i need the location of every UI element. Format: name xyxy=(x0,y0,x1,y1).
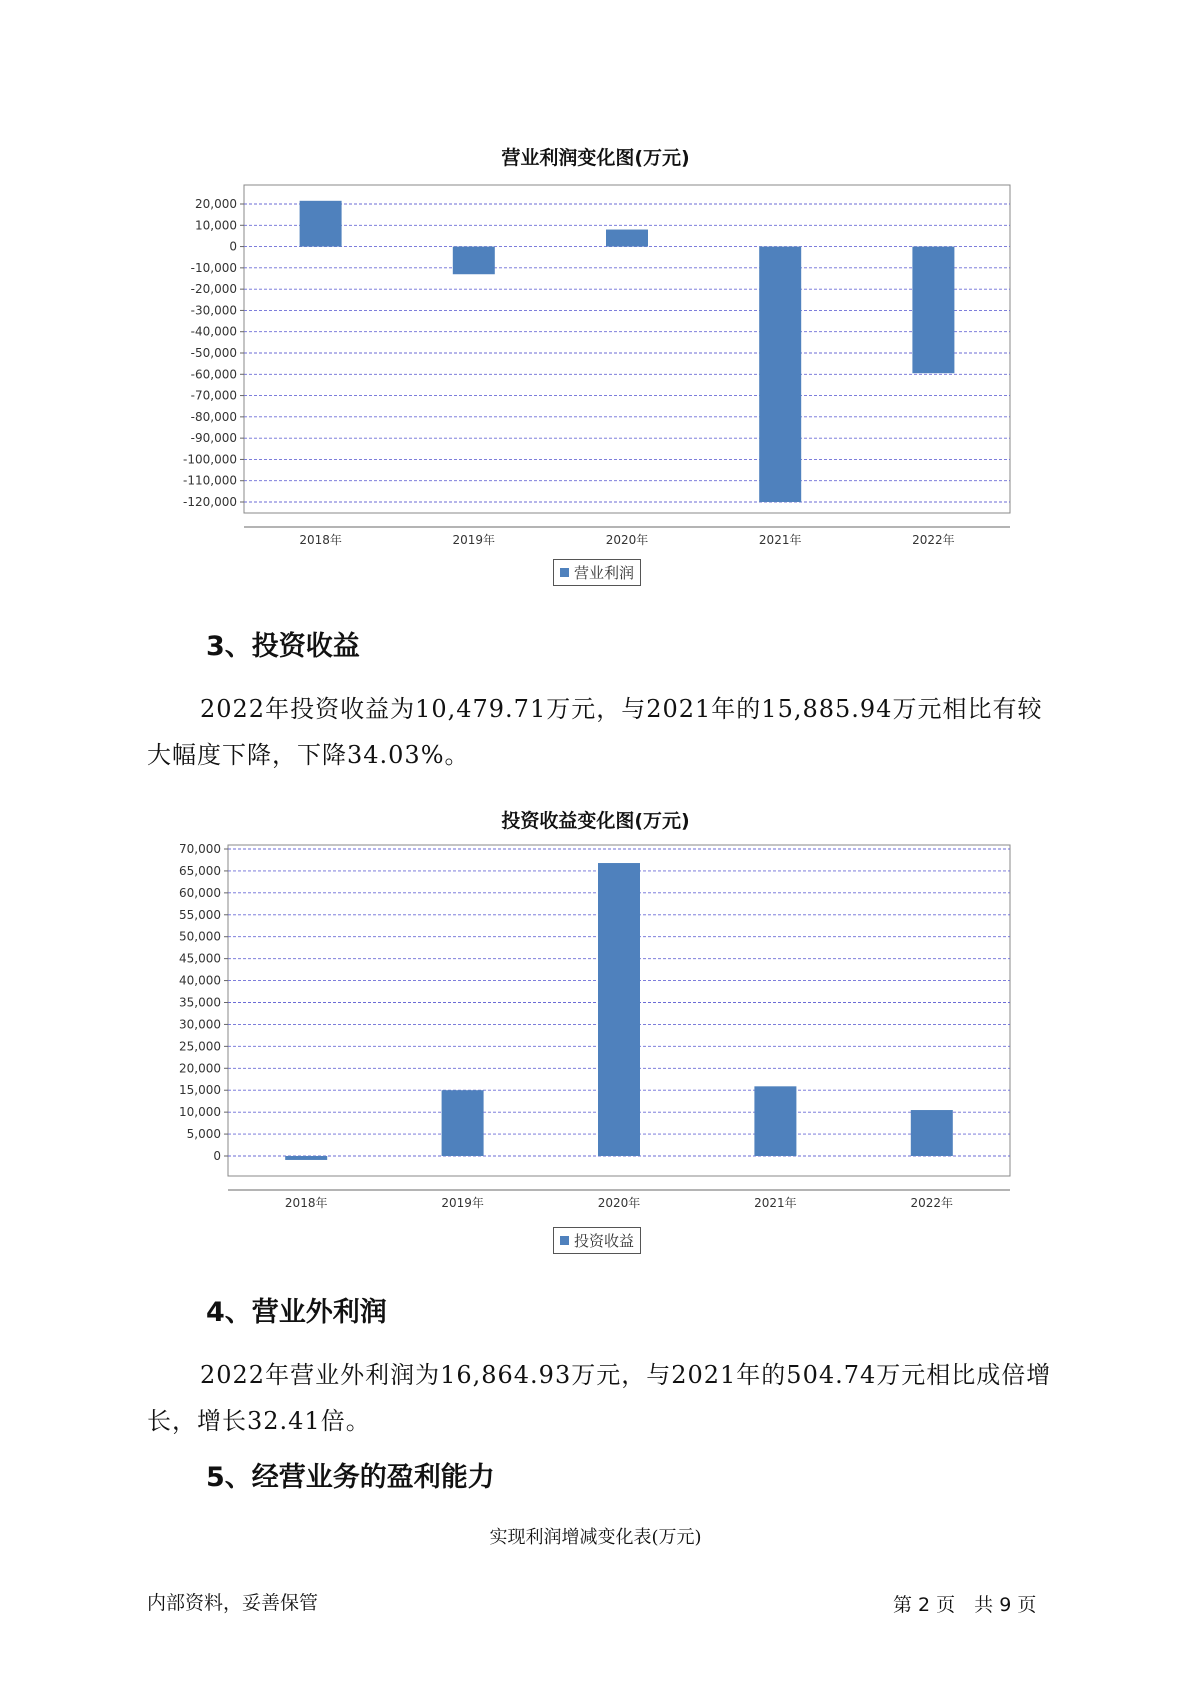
chart2-title: 投资收益变化图(万元) xyxy=(501,810,690,832)
legend-swatch xyxy=(560,568,569,577)
chart1-title: 营业利润变化图(万元) xyxy=(501,147,690,169)
y-tick-label: -10,000 xyxy=(190,260,237,275)
x-tick-label: 2018年 xyxy=(299,533,342,547)
y-tick-label: -20,000 xyxy=(190,282,237,297)
bar-2022年 xyxy=(912,247,954,374)
chart2-legend xyxy=(553,1227,641,1254)
y-tick-label: 50,000 xyxy=(179,929,221,944)
y-tick-label: 65,000 xyxy=(179,863,221,878)
section-4-text: 2022年营业外利润为16,864.93万元，与2021年的504.74万元相比成倍增长，增长32.41倍。 xyxy=(147,1361,1052,1435)
bar-2020年 xyxy=(606,230,648,247)
y-tick-label: -60,000 xyxy=(190,367,237,382)
legend-label: 投资收益 xyxy=(574,1232,635,1250)
y-tick-label: 10,000 xyxy=(195,218,237,233)
y-tick-label: 5,000 xyxy=(186,1127,221,1142)
y-tick-label: 20,000 xyxy=(195,197,237,211)
bar-2022年 xyxy=(911,1110,953,1156)
y-tick-label: -40,000 xyxy=(190,324,237,339)
legend-swatch xyxy=(560,1236,569,1245)
bar-2018年 xyxy=(300,201,342,247)
y-tick-label: 15,000 xyxy=(179,1083,221,1098)
y-tick-label: 35,000 xyxy=(179,995,221,1010)
y-tick-label: 25,000 xyxy=(179,1039,221,1054)
footer-confidential: 内部资料，妥善保管 xyxy=(147,1592,319,1614)
section-5-heading: 5、经营业务的盈利能力 xyxy=(206,1462,495,1493)
legend-label: 营业利润 xyxy=(574,564,635,582)
x-tick-label: 2021年 xyxy=(758,533,802,547)
bar-2021年 xyxy=(754,1086,796,1156)
y-tick-label: -110,000 xyxy=(183,473,237,488)
y-tick-label: 40,000 xyxy=(179,973,221,988)
y-tick-label: 70,000 xyxy=(179,842,221,856)
x-tick-label: 2018年 xyxy=(284,1196,328,1210)
y-tick-label: -80,000 xyxy=(190,409,237,424)
footer-page-number: 第 2 页 共 9 页 xyxy=(893,1594,1037,1616)
y-tick-label: 55,000 xyxy=(179,907,221,922)
y-tick-label: -100,000 xyxy=(183,452,237,467)
section-4-heading: 4、营业外利润 xyxy=(206,1297,387,1328)
bar-2020年 xyxy=(598,863,640,1156)
y-tick-label: 45,000 xyxy=(179,951,221,966)
y-tick-label: 60,000 xyxy=(179,885,221,900)
chart1-legend xyxy=(553,559,641,586)
investment-income-chart xyxy=(0,840,1191,1210)
y-tick-label: -90,000 xyxy=(190,431,237,446)
bar-2019年 xyxy=(453,247,495,275)
y-tick-label: 0 xyxy=(213,1149,221,1163)
y-tick-label: 0 xyxy=(229,239,237,254)
x-tick-label: 2019年 xyxy=(441,1196,484,1210)
bar-2021年 xyxy=(759,247,801,502)
bar-2018年 xyxy=(285,1156,327,1160)
x-tick-label: 2019年 xyxy=(452,533,496,547)
x-tick-label: 2020年 xyxy=(605,533,649,547)
x-tick-label: 2022年 xyxy=(910,1196,954,1210)
y-tick-label: -70,000 xyxy=(190,388,237,403)
x-tick-label: 2020年 xyxy=(597,1196,641,1210)
section-3-text: 2022年投资收益为10,479.71万元，与2021年的15,885.94万元相比有较大幅度下降，下降34.03%。 xyxy=(147,695,1043,769)
y-tick-label: -30,000 xyxy=(190,303,237,318)
y-tick-label: 10,000 xyxy=(179,1105,221,1120)
operating-profit-chart xyxy=(0,180,1191,547)
y-tick-label: 20,000 xyxy=(179,1061,221,1076)
bar-2019年 xyxy=(442,1090,484,1156)
section-3-heading: 3、投资收益 xyxy=(206,631,360,662)
y-tick-label: 30,000 xyxy=(179,1017,221,1032)
x-tick-label: 2022年 xyxy=(912,533,955,547)
y-tick-label: -120,000 xyxy=(183,495,237,509)
x-tick-label: 2021年 xyxy=(754,1196,797,1210)
y-tick-label: -50,000 xyxy=(190,346,237,360)
table-caption: 实现利润增减变化表(万元) xyxy=(489,1527,702,1548)
